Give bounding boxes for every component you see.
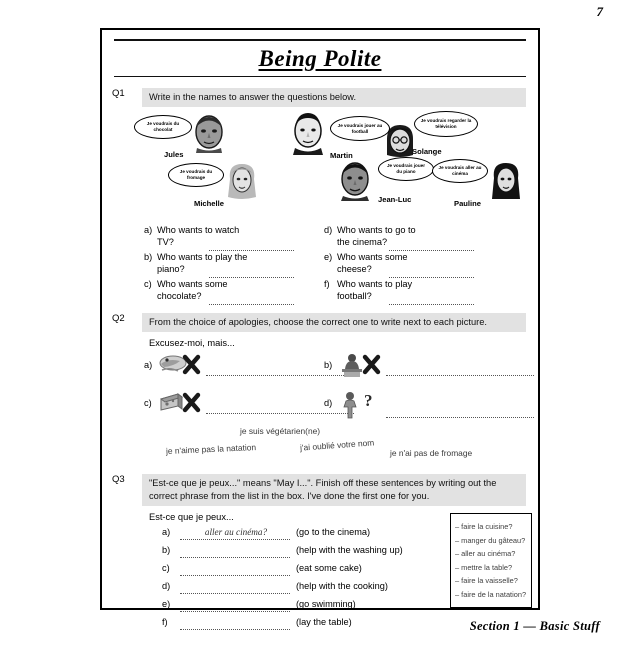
name-jules: Jules [164,150,184,160]
portrait-jules [192,113,226,153]
q3-letter-a: a) [162,527,171,538]
q2-answer-line-c[interactable] [206,412,354,414]
page-footer: Section 1 — Basic Stuff [469,619,600,633]
q1-answer-line-f[interactable] [389,303,474,305]
q3-row-c [162,563,452,578]
q3-letter-f: f) [162,617,168,628]
q1-item-f [324,279,474,305]
q3-box-item-1: – faire la cuisine? [455,522,513,532]
q2-phrase-bank [102,424,538,470]
q3-number: Q3 [112,474,125,486]
q2-answer-line-b[interactable] [386,374,534,376]
q1-item-a [144,225,294,251]
q1-letter-b: b) [144,252,153,263]
person-question-icon [338,390,382,422]
q3-row-e [162,599,452,614]
portrait-michelle [226,161,258,201]
q1-letter-a: a) [144,225,153,236]
q3-english-d: (help with the cooking) [296,581,388,592]
q3-box-item-5: – faire la vaisselle? [455,576,518,586]
q3-box-item-3: – aller au cinéma? [455,549,516,559]
q3-instruction: "Est-ce que je peux..." means "May I...". Finish off these sentences by writing out the correct phrase from the list in the box. I've done the first one for you. [142,474,526,506]
q2-letter-b: b) [324,360,333,371]
q3-letter-b: b) [162,545,171,556]
q3-english-e: (go swimming) [296,599,356,610]
page-number: 7 [596,4,604,19]
name-jean-luc: Jean-Luc [378,195,412,205]
q1-item-b [144,252,294,278]
q1-instruction: Write in the names to answer the questions below. [142,88,526,107]
q3-letter-e: e) [162,599,171,610]
q3-letter-c: c) [162,563,170,574]
question-1 [102,88,538,303]
q1-answer-line-e[interactable] [389,276,474,278]
worksheet-page [100,28,540,628]
q1-item-d [324,225,474,251]
q3-line-e[interactable] [180,610,290,612]
q1-answer-line-a[interactable] [209,249,294,251]
name-solange: Solange [412,147,442,157]
name-michelle: Michelle [194,199,224,209]
speech-bubble-solange: Je voudrais regarder la télévision [414,111,478,137]
q1-text-d: Who wants to go to the cinema? [337,225,416,247]
q3-english-b: (help with the washing up) [296,545,403,556]
speech-bubble-jules: Je voudrais du chocolat [134,115,192,139]
portrait-jean-luc [338,159,372,201]
q2-answer-line-d[interactable] [386,416,534,418]
q3-row-f [162,617,452,632]
title-block [102,30,538,77]
q3-english-f: (lay the table) [296,617,352,628]
q1-text-e: Who wants some cheese? [337,252,408,274]
page-title: Being Polite [258,45,382,71]
speech-bubble-michelle: Je voudrais du fromage [168,163,224,187]
q3-box-item-4: – mettre la table? [455,562,513,572]
speech-bubble-pauline: Je voudrais aller au cinéma [432,159,488,183]
portrait-martin [290,111,326,155]
q3-row-d [162,581,452,596]
q3-english-c: (eat some cake) [296,563,362,574]
q2-picture-grid [102,352,538,424]
q3-line-c[interactable] [180,574,290,576]
q3-box-item-6: – faire de la natation? [455,589,527,599]
q3-line-d[interactable] [180,592,290,594]
q3-english-a: (go to the cinema) [296,527,371,538]
q2-answer-line-a[interactable] [206,374,354,376]
q3-line-f[interactable] [180,628,290,630]
q1-text-c: Who wants some chocolate? [157,279,228,301]
q3-row-b [162,545,452,560]
q2-number: Q2 [112,313,125,325]
q1-item-e [324,252,474,278]
title-rule-bottom [114,76,526,78]
swimmer-crossed-icon [158,352,202,380]
q2-phrase-4: je n'ai pas de fromage [390,448,473,459]
q2-letter-c: c) [144,398,152,409]
name-pauline: Pauline [454,199,482,209]
svg-text:?: ? [364,391,373,411]
q2-phrase-3: j'ai oublié votre nom [299,437,375,453]
q2-phrase-2: je n'aime pas la natation [165,442,257,457]
q1-number: Q1 [112,88,125,100]
speech-bubble-martin: Je voudrais jouer au football [330,116,390,141]
q2-letter-d: d) [324,398,333,409]
q1-answer-line-c[interactable] [209,303,294,305]
q3-line-a[interactable] [180,538,290,540]
q2-instruction: From the choice of apologies, choose the correct one to write next to each picture. [142,313,526,332]
q3-phrase-box [450,513,532,608]
q1-text-f: Who wants to play football? [337,279,413,301]
name-martin: Martin [330,151,353,161]
question-2 [102,313,538,470]
q1-answer-line-b[interactable] [209,276,294,278]
q1-text-a: Who wants to watch TV? [157,225,240,247]
q1-answer-line-d[interactable] [389,249,474,251]
q3-answer-a: aller au cinéma? [204,527,268,538]
q3-line-b[interactable] [180,556,290,558]
person-at-table-crossed-icon [338,352,382,380]
q1-item-c [144,279,294,305]
speech-bubble-jean-luc: Je voudrais jouer du piano [378,157,434,181]
q1-question-list [102,225,538,303]
q2-lead: Excusez-moi, mais... [149,338,235,349]
portrait-pauline [490,161,522,201]
q1-text-b: Who wants to play the piano? [157,252,248,274]
cheese-crossed-icon [158,390,202,418]
q3-letter-d: d) [162,581,171,592]
q3-lead: Est-ce que je peux... [149,512,234,523]
q1-letter-e: e) [324,252,333,263]
q1-letter-c: c) [144,279,152,290]
q2-phrase-1: je suis végétarien(ne) [240,426,321,437]
q3-box-item-2: – manger du gâteau? [455,535,526,545]
q1-people-illustration [102,111,538,223]
q3-row-a [162,527,452,542]
q1-letter-d: d) [324,225,333,236]
q1-letter-f: f) [324,279,330,290]
q2-letter-a: a) [144,360,153,371]
